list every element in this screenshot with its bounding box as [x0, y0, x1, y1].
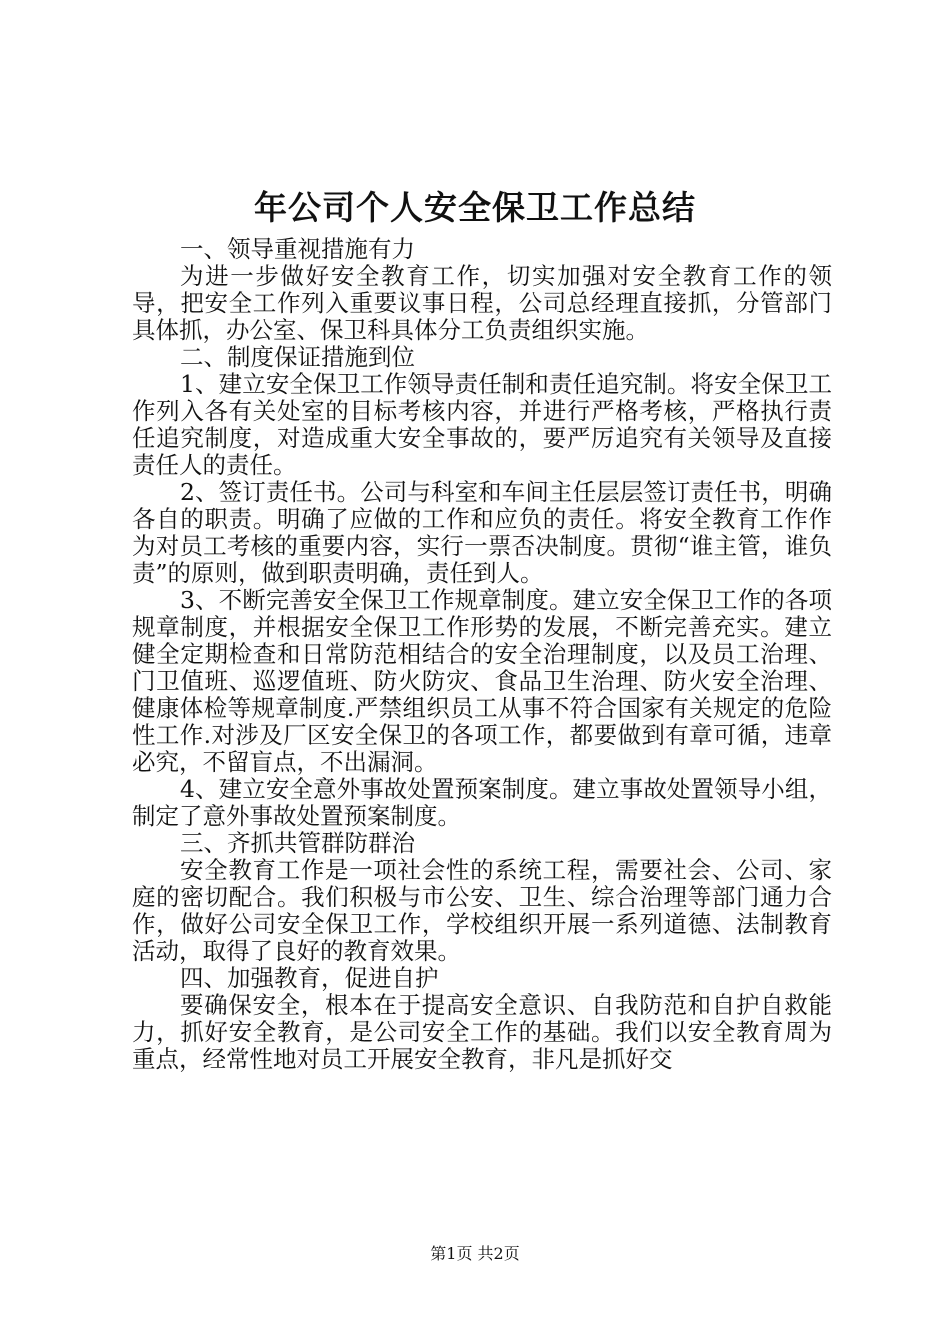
body-paragraph: 1、建立安全保卫工作领导责任制和责任追究制。将安全保卫工作列入各有关处室的目标考核内容，并进行严格考核，严格执行责任追究制度，对造成重大安全事故的，要严厉追究有关领导及直接责任人的责任。 [132, 370, 832, 479]
document-title: 年公司个人安全保卫工作总结 [254, 188, 696, 227]
section-heading: 一、领导重视措施有力 [180, 235, 415, 263]
body-paragraph: 2、签订责任书。公司与科室和车间主任层层签订责任书，明确各自的职责。明确了应做的工作和应负的责任。将安全教育工作作为对员工考核的重要内容，实行一票否决制度。贯彻“谁主管，谁负责”的原则，做到职责明确，责任到人。 [132, 478, 832, 587]
section-heading: 三、齐抓共管群防群治 [180, 829, 415, 857]
document-body [132, 236, 832, 1073]
section-heading: 二、制度保证措施到位 [180, 343, 415, 371]
body-paragraph: 为进一步做好安全教育工作，切实加强对安全教育工作的领导，把安全工作列入重要议事日程，公司总经理直接抓，分管部门具体抓，办公室、保卫科具体分工负责组织实施。 [132, 262, 832, 344]
body-paragraph: 3、不断完善安全保卫工作规章制度。建立安全保卫工作的各项规章制度，并根据安全保卫工作形势的发展，不断完善充实。建立健全定期检查和日常防范相结合的安全治理制度，以及员工治理、门卫值班、巡逻值班、防火防灾、食品卫生治理、防火安全治理、健康体检等规章制度.严禁组织员工从事不符合国家有关规定的危险性工作.对涉及厂区安全保卫的各项工作，都要做到有章可循，违章必究，不留盲点，不出漏洞。 [132, 586, 832, 776]
body-paragraph: 安全教育工作是一项社会性的系统工程，需要社会、公司、家庭的密切配合。我们积极与市公安、卫生、综合治理等部门通力合作，做好公司安全保卫工作，学校组织开展一系列道德、法制教育活动，取得了良好的教育效果。 [132, 856, 832, 965]
body-paragraph: 4、建立安全意外事故处置预案制度。建立事故处置领导小组，制定了意外事故处置预案制度。 [132, 775, 832, 830]
page-number-footer: 第1页 共2页 [430, 1244, 520, 1263]
body-paragraph: 要确保安全，根本在于提高安全意识、自我防范和自护自救能力，抓好安全教育，是公司安全工作的基础。我们以安全教育周为重点，经常性地对员工开展安全教育，非凡是抓好交 [132, 991, 832, 1073]
section-heading: 四、加强教育，促进自护 [180, 964, 439, 992]
